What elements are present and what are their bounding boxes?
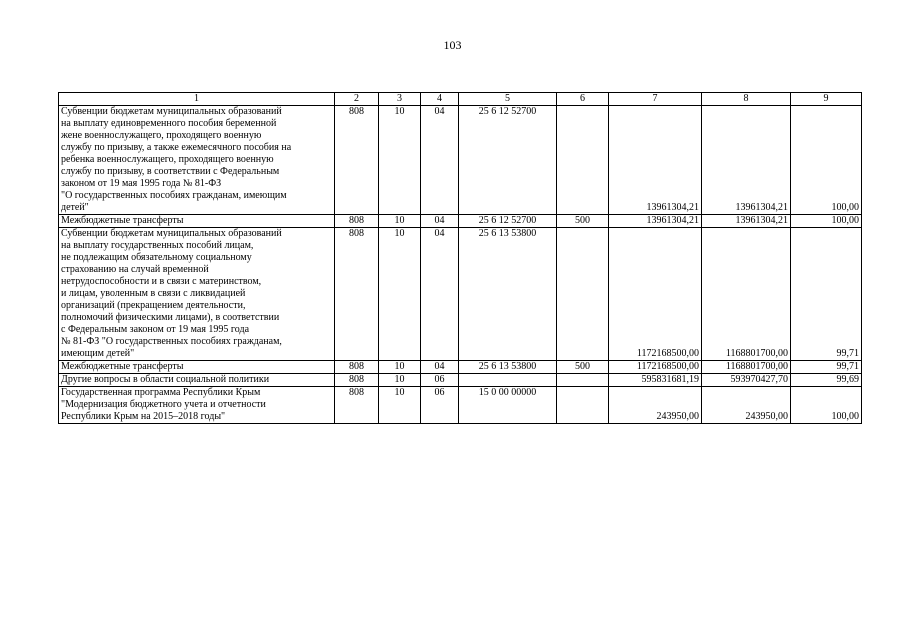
header-cell-9: 9 <box>791 93 862 106</box>
row-name: Межбюджетные трансферты <box>59 361 335 374</box>
row-subsection-code: 06 <box>421 387 459 424</box>
row-planned: 243950,00 <box>609 387 702 424</box>
row-ministry-code: 808 <box>335 106 379 215</box>
budget-table <box>58 92 862 424</box>
row-name: Межбюджетные трансферты <box>59 215 335 228</box>
row-target-code: 25 6 13 53800 <box>459 228 557 361</box>
row-percent: 100,00 <box>791 387 862 424</box>
row-subsection-code: 04 <box>421 361 459 374</box>
row-section-code: 10 <box>379 228 421 361</box>
table-row <box>59 387 862 424</box>
row-section-code: 10 <box>379 361 421 374</box>
row-ministry-code: 808 <box>335 387 379 424</box>
row-expense-type: 500 <box>557 215 609 228</box>
table-row <box>59 374 862 387</box>
row-percent: 100,00 <box>791 215 862 228</box>
table-row <box>59 106 862 215</box>
row-section-code: 10 <box>379 106 421 215</box>
row-expense-type <box>557 106 609 215</box>
row-expense-type <box>557 374 609 387</box>
row-section-code: 10 <box>379 215 421 228</box>
table-row <box>59 361 862 374</box>
row-planned: 13961304,21 <box>609 106 702 215</box>
row-target-code: 25 6 12 52700 <box>459 106 557 215</box>
row-executed: 13961304,21 <box>702 106 791 215</box>
row-subsection-code: 04 <box>421 106 459 215</box>
row-name: Государственная программа Республики Крым "Модернизация бюджетного учета и отчетности Республики Крым на 2015–2018 годы" <box>59 387 335 424</box>
table-header-row <box>59 93 862 106</box>
row-name: Другие вопросы в области социальной политики <box>59 374 335 387</box>
row-subsection-code: 06 <box>421 374 459 387</box>
row-executed: 593970427,70 <box>702 374 791 387</box>
row-percent: 100,00 <box>791 106 862 215</box>
row-percent: 99,69 <box>791 374 862 387</box>
row-expense-type <box>557 387 609 424</box>
row-percent: 99,71 <box>791 228 862 361</box>
header-cell-1: 1 <box>59 93 335 106</box>
row-ministry-code: 808 <box>335 228 379 361</box>
row-target-code: 25 6 13 53800 <box>459 361 557 374</box>
row-target-code: 15 0 00 00000 <box>459 387 557 424</box>
row-expense-type <box>557 228 609 361</box>
row-name: Субвенции бюджетам муниципальных образований на выплату государственных пособий лицам, не подлежащим обязательному социальному страхованию на случай временной нетрудоспособности и в связи с материнством, и лицам, уволенным в связи с ликвидацией организаций (прекращением деятельности, полномочий физическими лицами), в соответствии с Федеральным законом от 19 мая 1995 года № 81-ФЗ "О государственных пособиях гражданам, имеющим детей" <box>59 228 335 361</box>
header-cell-3: 3 <box>379 93 421 106</box>
header-cell-8: 8 <box>702 93 791 106</box>
row-target-code <box>459 374 557 387</box>
row-executed: 243950,00 <box>702 387 791 424</box>
row-subsection-code: 04 <box>421 228 459 361</box>
row-ministry-code: 808 <box>335 361 379 374</box>
row-planned: 13961304,21 <box>609 215 702 228</box>
row-subsection-code: 04 <box>421 215 459 228</box>
row-planned: 595831681,19 <box>609 374 702 387</box>
row-name: Субвенции бюджетам муниципальных образований на выплату единовременного пособия беременной жене военнослужащего, проходящего военную службу по призыву, а также ежемесячного пособия на ребенка военнослужащего, проходящего военную службу по призыву, в соответствии с Федеральным законом от 19 мая 1995 года № 81-ФЗ "О государственных пособиях гражданам, имеющим детей" <box>59 106 335 215</box>
row-expense-type: 500 <box>557 361 609 374</box>
row-planned: 1172168500,00 <box>609 361 702 374</box>
row-percent: 99,71 <box>791 361 862 374</box>
row-executed: 1168801700,00 <box>702 228 791 361</box>
row-section-code: 10 <box>379 374 421 387</box>
table-row <box>59 228 862 361</box>
header-cell-2: 2 <box>335 93 379 106</box>
row-executed: 1168801700,00 <box>702 361 791 374</box>
header-cell-7: 7 <box>609 93 702 106</box>
row-target-code: 25 6 12 52700 <box>459 215 557 228</box>
row-section-code: 10 <box>379 387 421 424</box>
table-row <box>59 215 862 228</box>
page-number: 103 <box>443 38 462 52</box>
row-executed: 13961304,21 <box>702 215 791 228</box>
row-planned: 1172168500,00 <box>609 228 702 361</box>
row-ministry-code: 808 <box>335 215 379 228</box>
header-cell-6: 6 <box>557 93 609 106</box>
row-ministry-code: 808 <box>335 374 379 387</box>
header-cell-5: 5 <box>459 93 557 106</box>
header-cell-4: 4 <box>421 93 459 106</box>
